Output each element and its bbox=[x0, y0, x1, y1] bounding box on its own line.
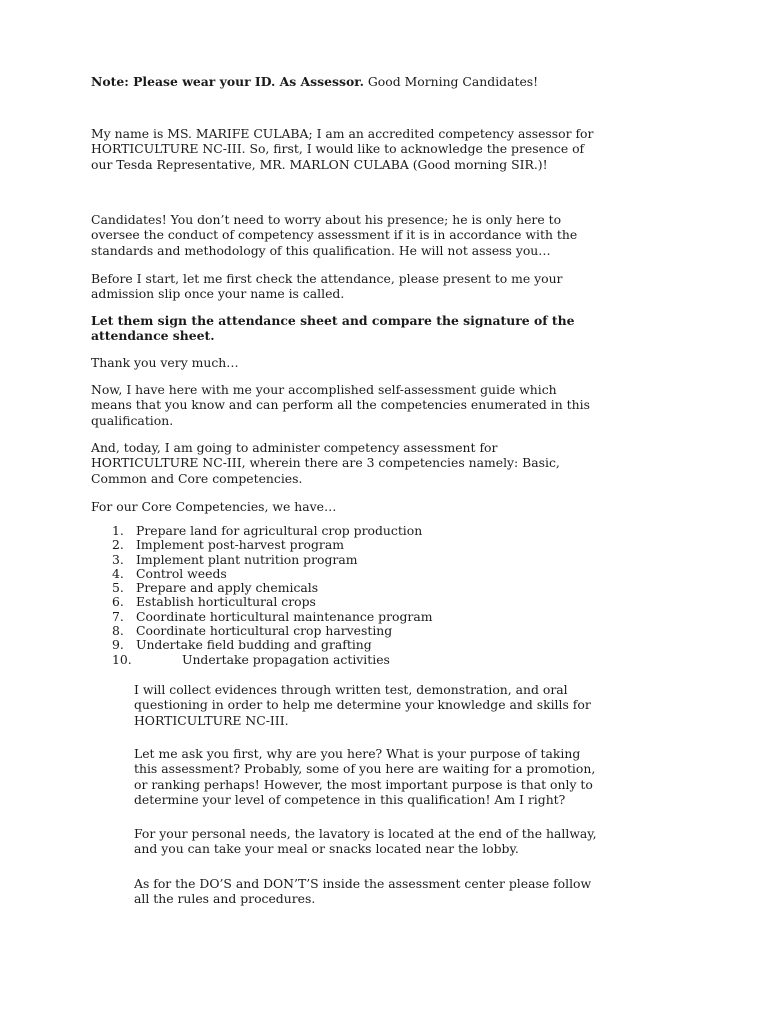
list-item-text: Undertake field budding and grafting bbox=[136, 637, 372, 653]
list-item-number: 10. bbox=[112, 651, 132, 667]
list-item-number: 6. bbox=[112, 594, 124, 610]
list-item-number: 4. bbox=[112, 565, 124, 581]
list-item-number: 2. bbox=[112, 537, 124, 553]
attendance-paragraph: Before I start, let me first check the attendance, please present to me your admission slip once your name is called. bbox=[91, 271, 563, 302]
list-item bbox=[112, 567, 432, 581]
list-item-number: 8. bbox=[112, 623, 124, 639]
list-item bbox=[112, 624, 432, 638]
thanks-paragraph: Thank you very much… bbox=[91, 355, 239, 370]
list-item bbox=[112, 524, 432, 538]
list-item-number: 7. bbox=[112, 608, 124, 624]
list-item-text: Coordinate horticultural crop harvesting bbox=[136, 623, 393, 639]
list-item bbox=[112, 595, 432, 609]
list-item-number: 5. bbox=[112, 580, 124, 596]
evidences-paragraph: I will collect evidences through written test, demonstration, and oral questioning in order to help me determine your knowledge and skills for HORTICULTURE NC-III. bbox=[134, 682, 591, 728]
personal-needs-paragraph: For your personal needs, the lavatory is located at the end of the hallway, and you can take your meal or snacks located near the lobby. bbox=[134, 826, 597, 857]
self-assessment-paragraph: Now, I have here with me your accomplished self-assessment guide which means that you know and can perform all the competencies enumerated in this qualification. bbox=[91, 382, 590, 428]
list-item-number: 9. bbox=[112, 637, 124, 653]
administer-paragraph: And, today, I am going to administer competency assessment for HORTICULTURE NC-III, wherein there are 3 competencies namely: Basic, Common and Core competencies. bbox=[91, 440, 560, 486]
list-item-text: Implement plant nutrition program bbox=[136, 551, 358, 567]
list-item bbox=[112, 553, 432, 567]
list-item-text: Undertake propagation activities bbox=[182, 651, 390, 667]
candidates-paragraph: Candidates! You don’t need to worry about his presence; he is only here to oversee the conduct of competency assessment if it is in accordance with the standards and methodology of this qualification. He will not assess you… bbox=[91, 212, 578, 258]
list-item-number: 1. bbox=[112, 523, 124, 538]
note-greeting-text: Good Morning Candidates! bbox=[363, 74, 539, 89]
list-item bbox=[112, 581, 432, 595]
note-line bbox=[91, 74, 538, 89]
list-item-text: Coordinate horticultural maintenance program bbox=[136, 608, 433, 624]
list-item-number: 3. bbox=[112, 551, 124, 567]
intro-paragraph: My name is MS. MARIFE CULABA; I am an accredited competency assessor for HORTICULTURE NC-III. So, first, I would like to acknowledge the presence of our Tesda Representative, MR. MARLON CULABA (Good morning SIR.)! bbox=[91, 126, 594, 172]
dos-donts-paragraph: As for the DO’S and DON’T’S inside the assessment center please follow all the rules and procedures. bbox=[134, 876, 592, 907]
core-intro-paragraph: For our Core Competencies, we have… bbox=[91, 499, 337, 514]
core-competencies-list bbox=[112, 524, 432, 667]
list-item bbox=[112, 638, 432, 652]
list-item-text: Implement post-harvest program bbox=[136, 537, 344, 553]
list-item-text: Establish horticultural crops bbox=[136, 594, 316, 610]
purpose-paragraph: Let me ask you first, why are you here? What is your purpose of taking this assessment? Probably, some of you here are waiting for a promotion, or ranking perhaps! However, the most important purpose is that only to determine your level of competence in this qualification! Am I right? bbox=[134, 746, 596, 808]
note-bold-text: Note: Please wear your ID. As Assessor. bbox=[91, 74, 364, 89]
list-item bbox=[112, 610, 432, 624]
sign-instruction-paragraph: Let them sign the attendance sheet and compare the signature of the attendance sheet. bbox=[91, 313, 575, 344]
list-item-text: Prepare land for agricultural crop production bbox=[136, 523, 423, 538]
list-item bbox=[112, 653, 432, 667]
list-item-text: Prepare and apply chemicals bbox=[136, 580, 319, 596]
list-item bbox=[112, 538, 432, 552]
list-item-text: Control weeds bbox=[136, 565, 227, 581]
